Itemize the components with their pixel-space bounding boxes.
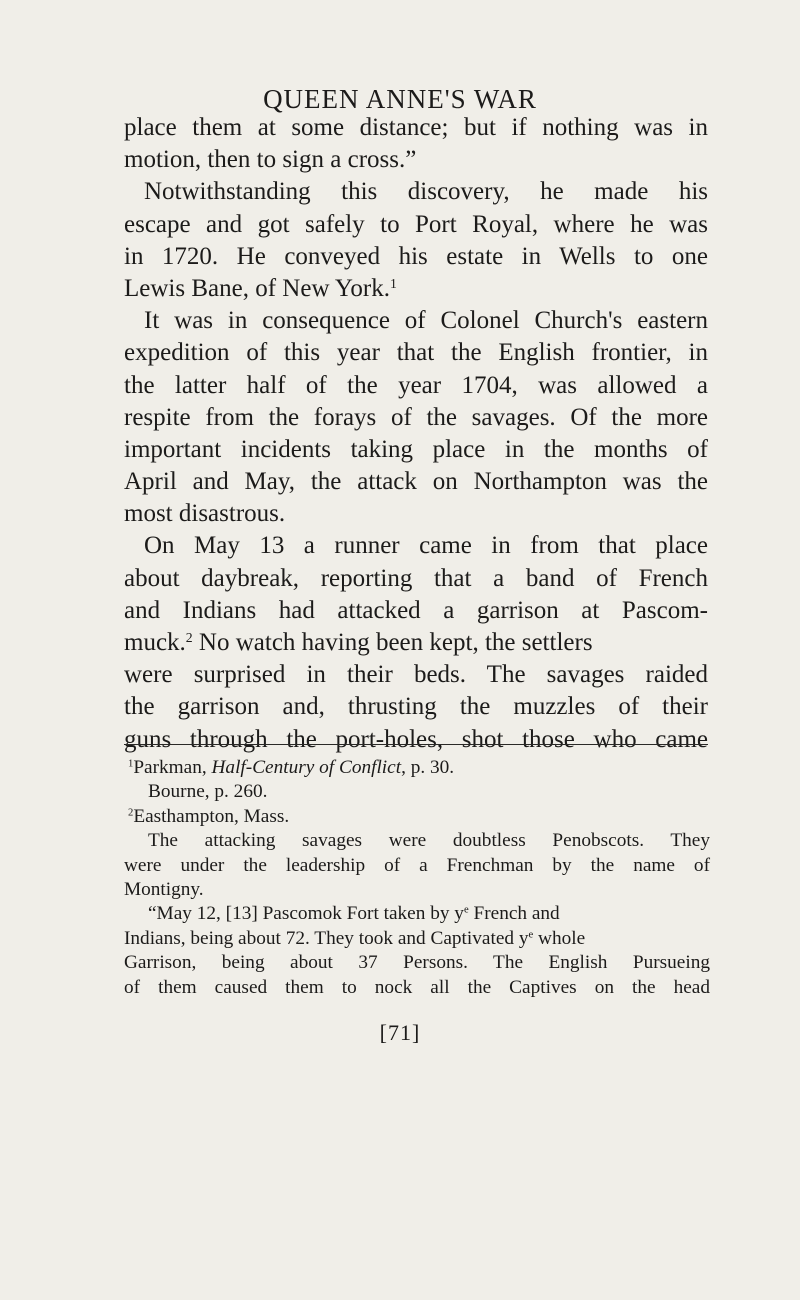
text-line: most disastrous. (124, 500, 286, 528)
page-number: [71] (379, 1020, 421, 1045)
text-line (124, 627, 708, 659)
footnote-line: were under the leadership of a Frenchman by the name of (124, 854, 710, 876)
body-text (124, 112, 708, 756)
quote-segment: Indians, being about 72. They took and Captivated y (124, 927, 529, 949)
footnote-book-title: Half-Century of Conflict (211, 757, 402, 778)
abbrev-superscript: e (528, 929, 534, 941)
footnote-2 (124, 805, 710, 829)
text-line: On May 13 a runner came in from that place (144, 532, 708, 560)
footnote-marker: 2 (185, 629, 193, 645)
abbrev-superscript: e (463, 904, 469, 916)
footnote-divider (124, 744, 708, 745)
footnote-marker: 1 (389, 275, 397, 291)
text-segment: No watch having been kept, the settlers (192, 629, 593, 656)
footnote-line: Bourne, p. 260. (148, 781, 268, 803)
running-header: QUEEN ANNE'S WAR (263, 84, 537, 114)
footnote-number: 1 (128, 758, 134, 770)
footnote-author: Parkman, (133, 757, 212, 778)
text-segment: Lewis Bane, of New York. (124, 274, 390, 302)
text-line: and Indians had attacked a garrison at Pascom- (124, 596, 708, 624)
footnote-1 (124, 756, 710, 780)
text-line: the garrison and, thrusting the muzzles of their (124, 693, 708, 721)
quote-segment: “May 12, [13] Pascomok Fort taken by y (148, 903, 464, 925)
text-line: important incidents taking place in the months of (124, 435, 708, 463)
text-line (124, 273, 708, 305)
footnote-number: 2 (128, 807, 134, 819)
footnote-line: Montigny. (124, 878, 204, 900)
text-segment: muck. (124, 629, 186, 656)
quote-segment: whole (533, 927, 586, 949)
text-line: It was in consequence of Colonel Church's eastern (144, 307, 708, 335)
footnote-text: Easthampton, Mass. (133, 805, 290, 827)
quote-segment: French and (468, 903, 560, 925)
footnote-quote-line: Garrison, being about 37 Persons. The English Pursueing (124, 952, 710, 974)
footnotes (124, 756, 710, 1000)
text-line: Notwithstanding this discovery, he made his (144, 178, 708, 206)
footnote-quote-line (124, 927, 710, 951)
footnote-quote-line: of them caused them to nock all the Captives on the head (124, 976, 710, 998)
text-line: about daybreak, reporting that a band of French (124, 564, 708, 592)
text-line: guns through the port-holes, shot those who came (124, 725, 708, 753)
text-line: in 1720. He conveyed his estate in Wells to one (124, 242, 708, 270)
text-line: April and May, the attack on Northampton was the (124, 468, 708, 496)
text-line: motion, then to sign a cross.” (124, 146, 417, 174)
text-line: escape and got safely to Port Royal, where he was (124, 210, 708, 238)
text-line: expedition of this year that the English frontier, in (124, 339, 708, 367)
footnote-page-ref: , p. 30. (401, 757, 455, 778)
text-line: were surprised in their beds. The savages raided (124, 661, 708, 689)
text-line: place them at some distance; but if nothing was in (124, 114, 708, 141)
footnote-line: The attacking savages were doubtless Penobscots. They (148, 830, 710, 852)
text-line: respite from the forays of the savages. Of the more (124, 403, 708, 431)
footnote-quote-line (124, 902, 710, 926)
text-line: the latter half of the year 1704, was allowed a (124, 371, 708, 399)
